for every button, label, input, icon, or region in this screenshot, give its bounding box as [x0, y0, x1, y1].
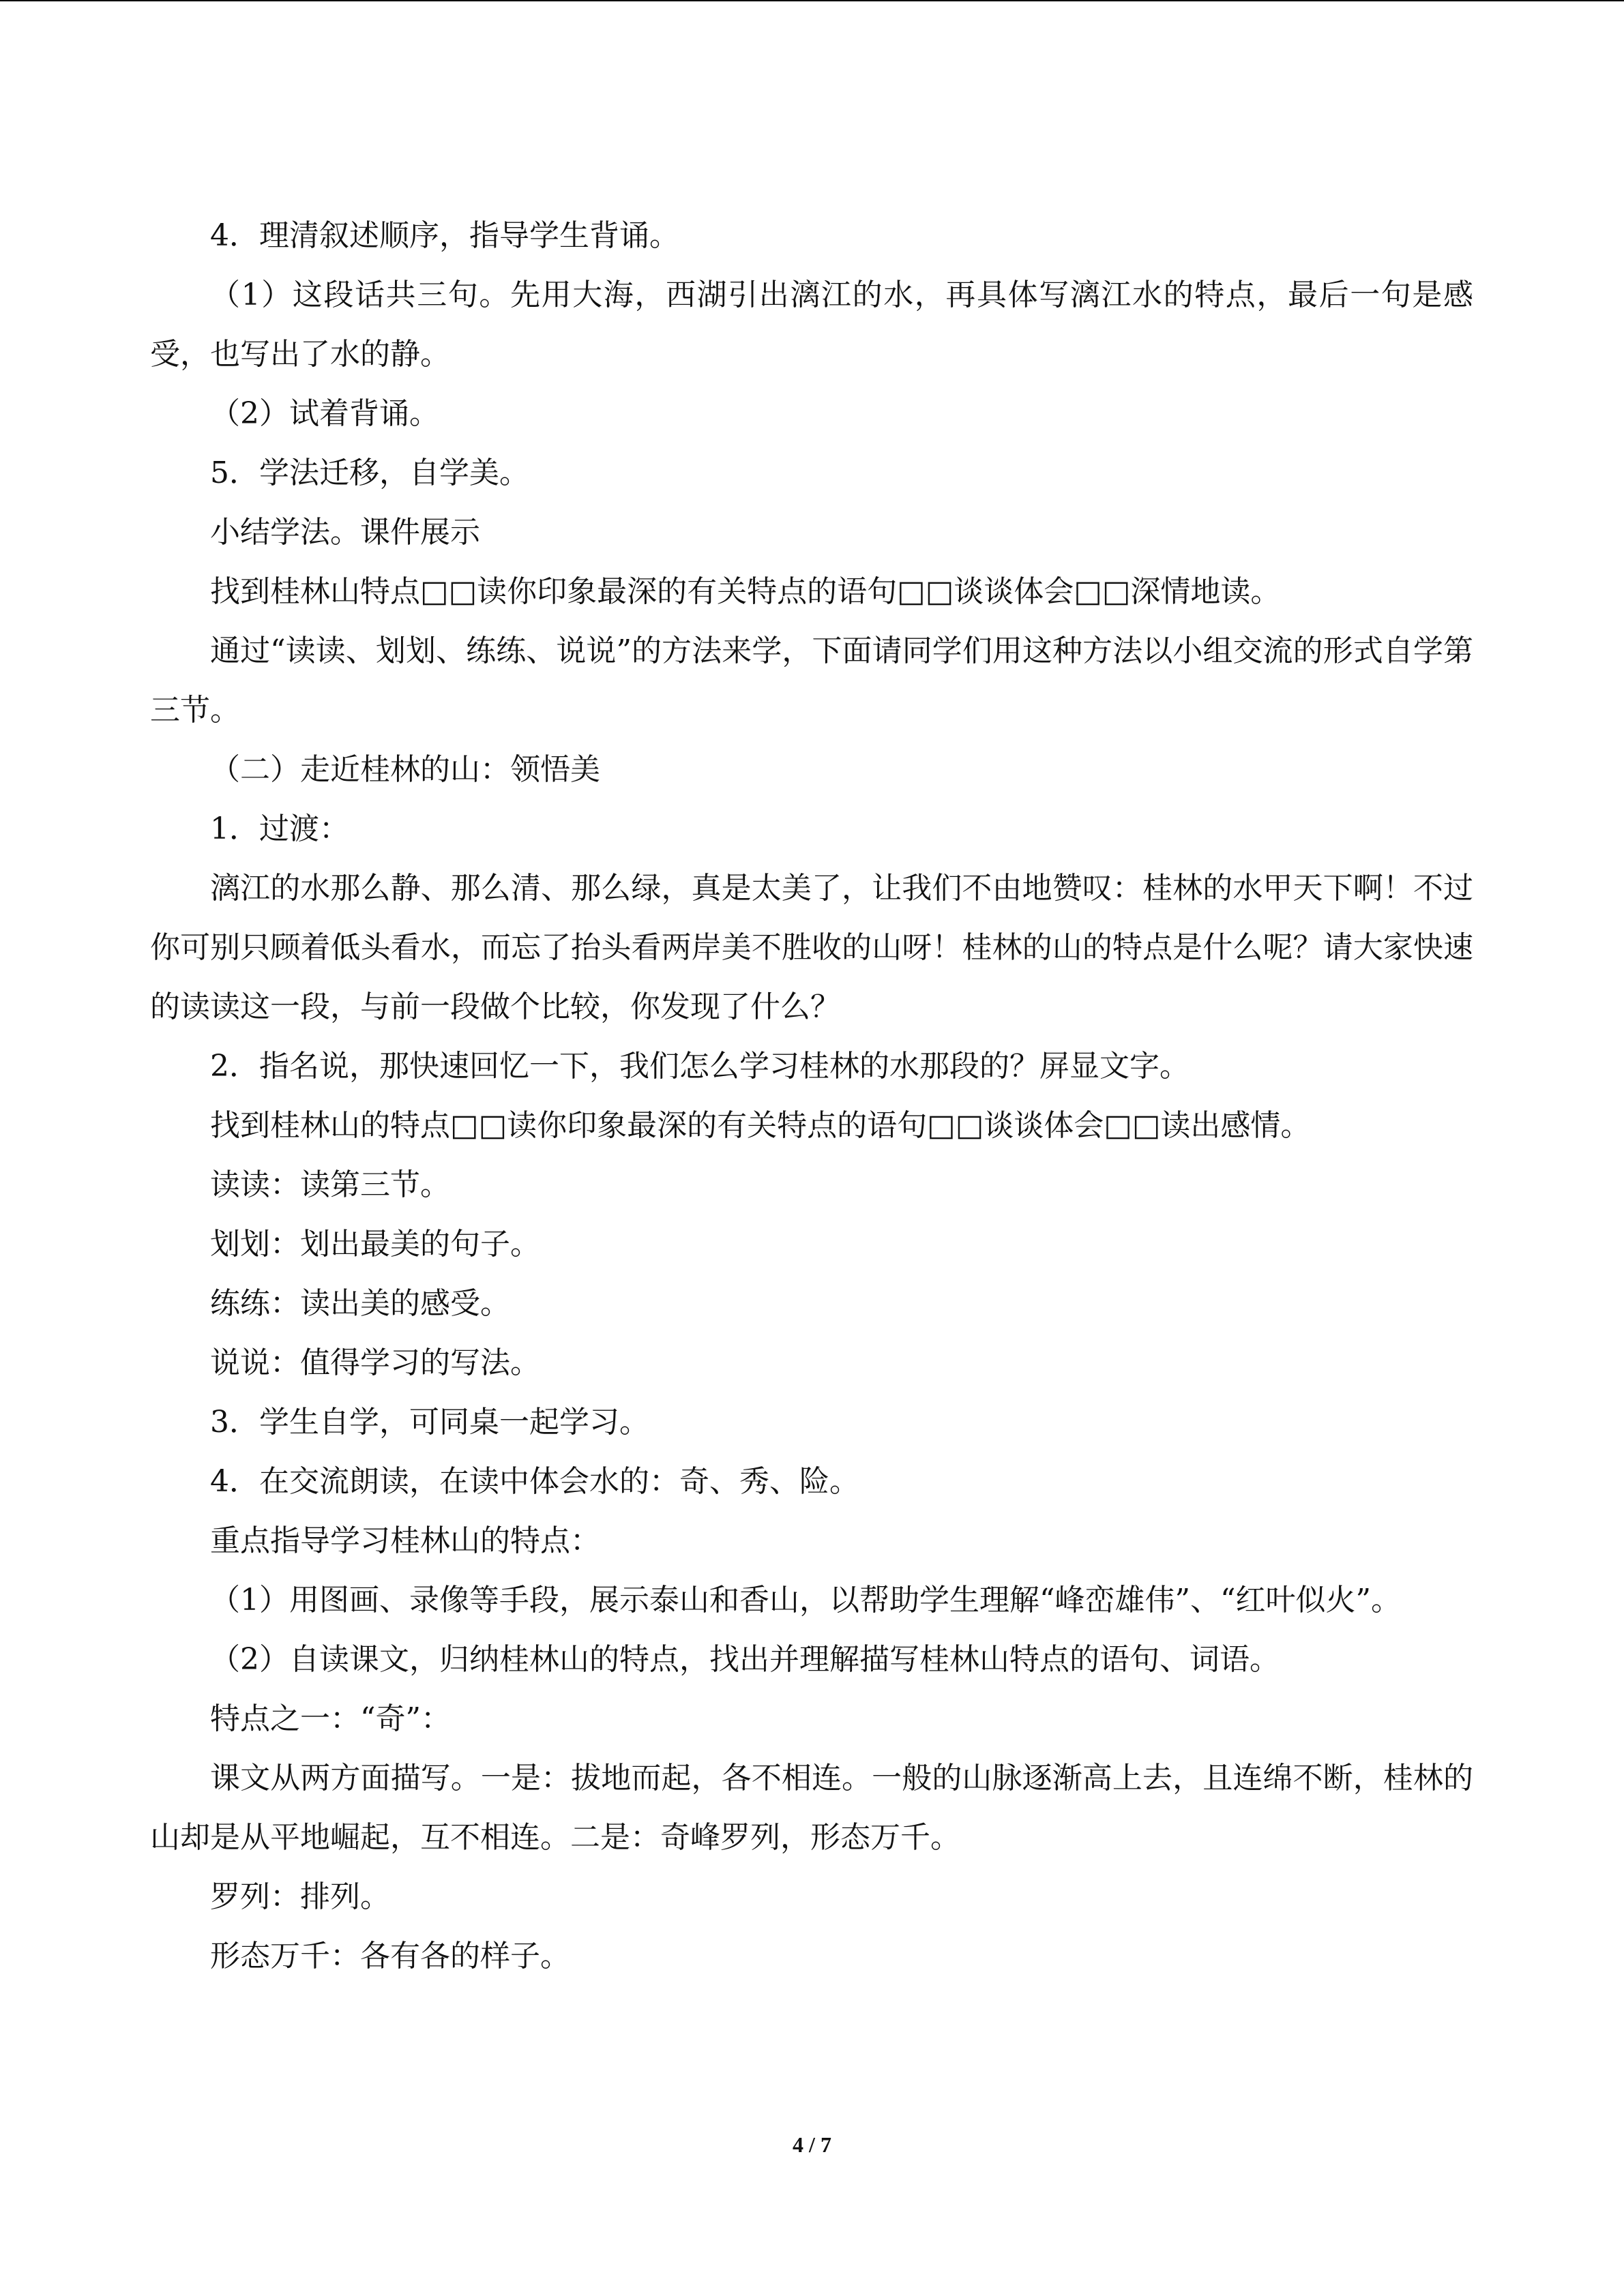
- paragraph: 说说：值得学习的写法。: [210, 1345, 540, 1380]
- paragraph: 5．学法迁移，自学美。: [210, 456, 529, 490]
- paragraph: 找到桂林山的特点□□读你印象最深的有关特点的语句□□谈谈体会□□读出感情。: [210, 1108, 1311, 1143]
- paragraph: （2）试着背诵。: [210, 396, 439, 431]
- paragraph: 划划：划出最美的句子。: [210, 1227, 540, 1262]
- paragraph: 重点指导学习桂林山的特点：: [210, 1523, 600, 1558]
- paragraph: 课文从两方面描写。一是：拔地而起，各不相连。一般的山脉逐渐高上去，且连绵不断，桂林的山却是从平地崛起，互不相连。二是：奇峰罗列，形态万千。: [150, 1761, 1473, 1855]
- paragraph: （2）自读课文，归纳桂林山的特点，找出并理解描写桂林山特点的语句、词语。: [210, 1642, 1280, 1677]
- paragraph: （1）用图画、录像等手段，展示泰山和香山，以帮助学生理解“峰峦雄伟”、“红叶似火”。: [210, 1583, 1401, 1617]
- section-heading: （二）走近桂林的山：领悟美: [210, 752, 600, 787]
- paragraph: 3．学生自学，可同桌一起学习。: [210, 1405, 649, 1440]
- paragraph: 读读：读第三节。: [210, 1167, 450, 1202]
- paragraph: 练练：读出美的感受。: [210, 1286, 510, 1321]
- paragraph: 通过“读读、划划、练练、说说”的方法来学，下面请同学们用这种方法以小组交流的形式自学第三节。: [150, 633, 1473, 728]
- paragraph: 漓江的水那么静、那么清、那么绿，真是太美了，让我们不由地赞叹：桂林的水甲天下啊！不过你可别只顾着低头看水，而忘了抬头看两岸美不胜收的山呀！桂林的山的特点是什么呢？请大家快速的读读这一段，与前一段做个比较，你发现了什么？: [150, 871, 1473, 1024]
- paragraph: 4．理清叙述顺序，指导学生背诵。: [210, 218, 679, 253]
- paragraph: 特点之一：“奇”：: [210, 1701, 451, 1736]
- document-body: [150, 206, 1473, 1986]
- paragraph: 找到桂林山特点□□读你印象最深的有关特点的语句□□谈谈体会□□深情地读。: [210, 574, 1281, 609]
- paragraph: 1．过渡：: [210, 811, 349, 846]
- paragraph: 4．在交流朗读，在读中体会水的：奇、秀、险。: [210, 1464, 859, 1499]
- paragraph: 2．指名说，那快速回忆一下，我们怎么学习桂林的水那段的？屏显文字。: [210, 1049, 1190, 1084]
- paragraph: 形态万千：各有各的样子。: [210, 1939, 570, 1973]
- paragraph: （1）这段话共三句。先用大海，西湖引出漓江的水，再具体写漓江水的特点，最后一句是感受，也写出了水的静。: [150, 278, 1473, 372]
- paragraph: 小结学法。课件展示: [210, 515, 480, 550]
- paragraph: 罗列：排列。: [210, 1879, 390, 1914]
- page-number: 4 / 7: [793, 2132, 831, 2157]
